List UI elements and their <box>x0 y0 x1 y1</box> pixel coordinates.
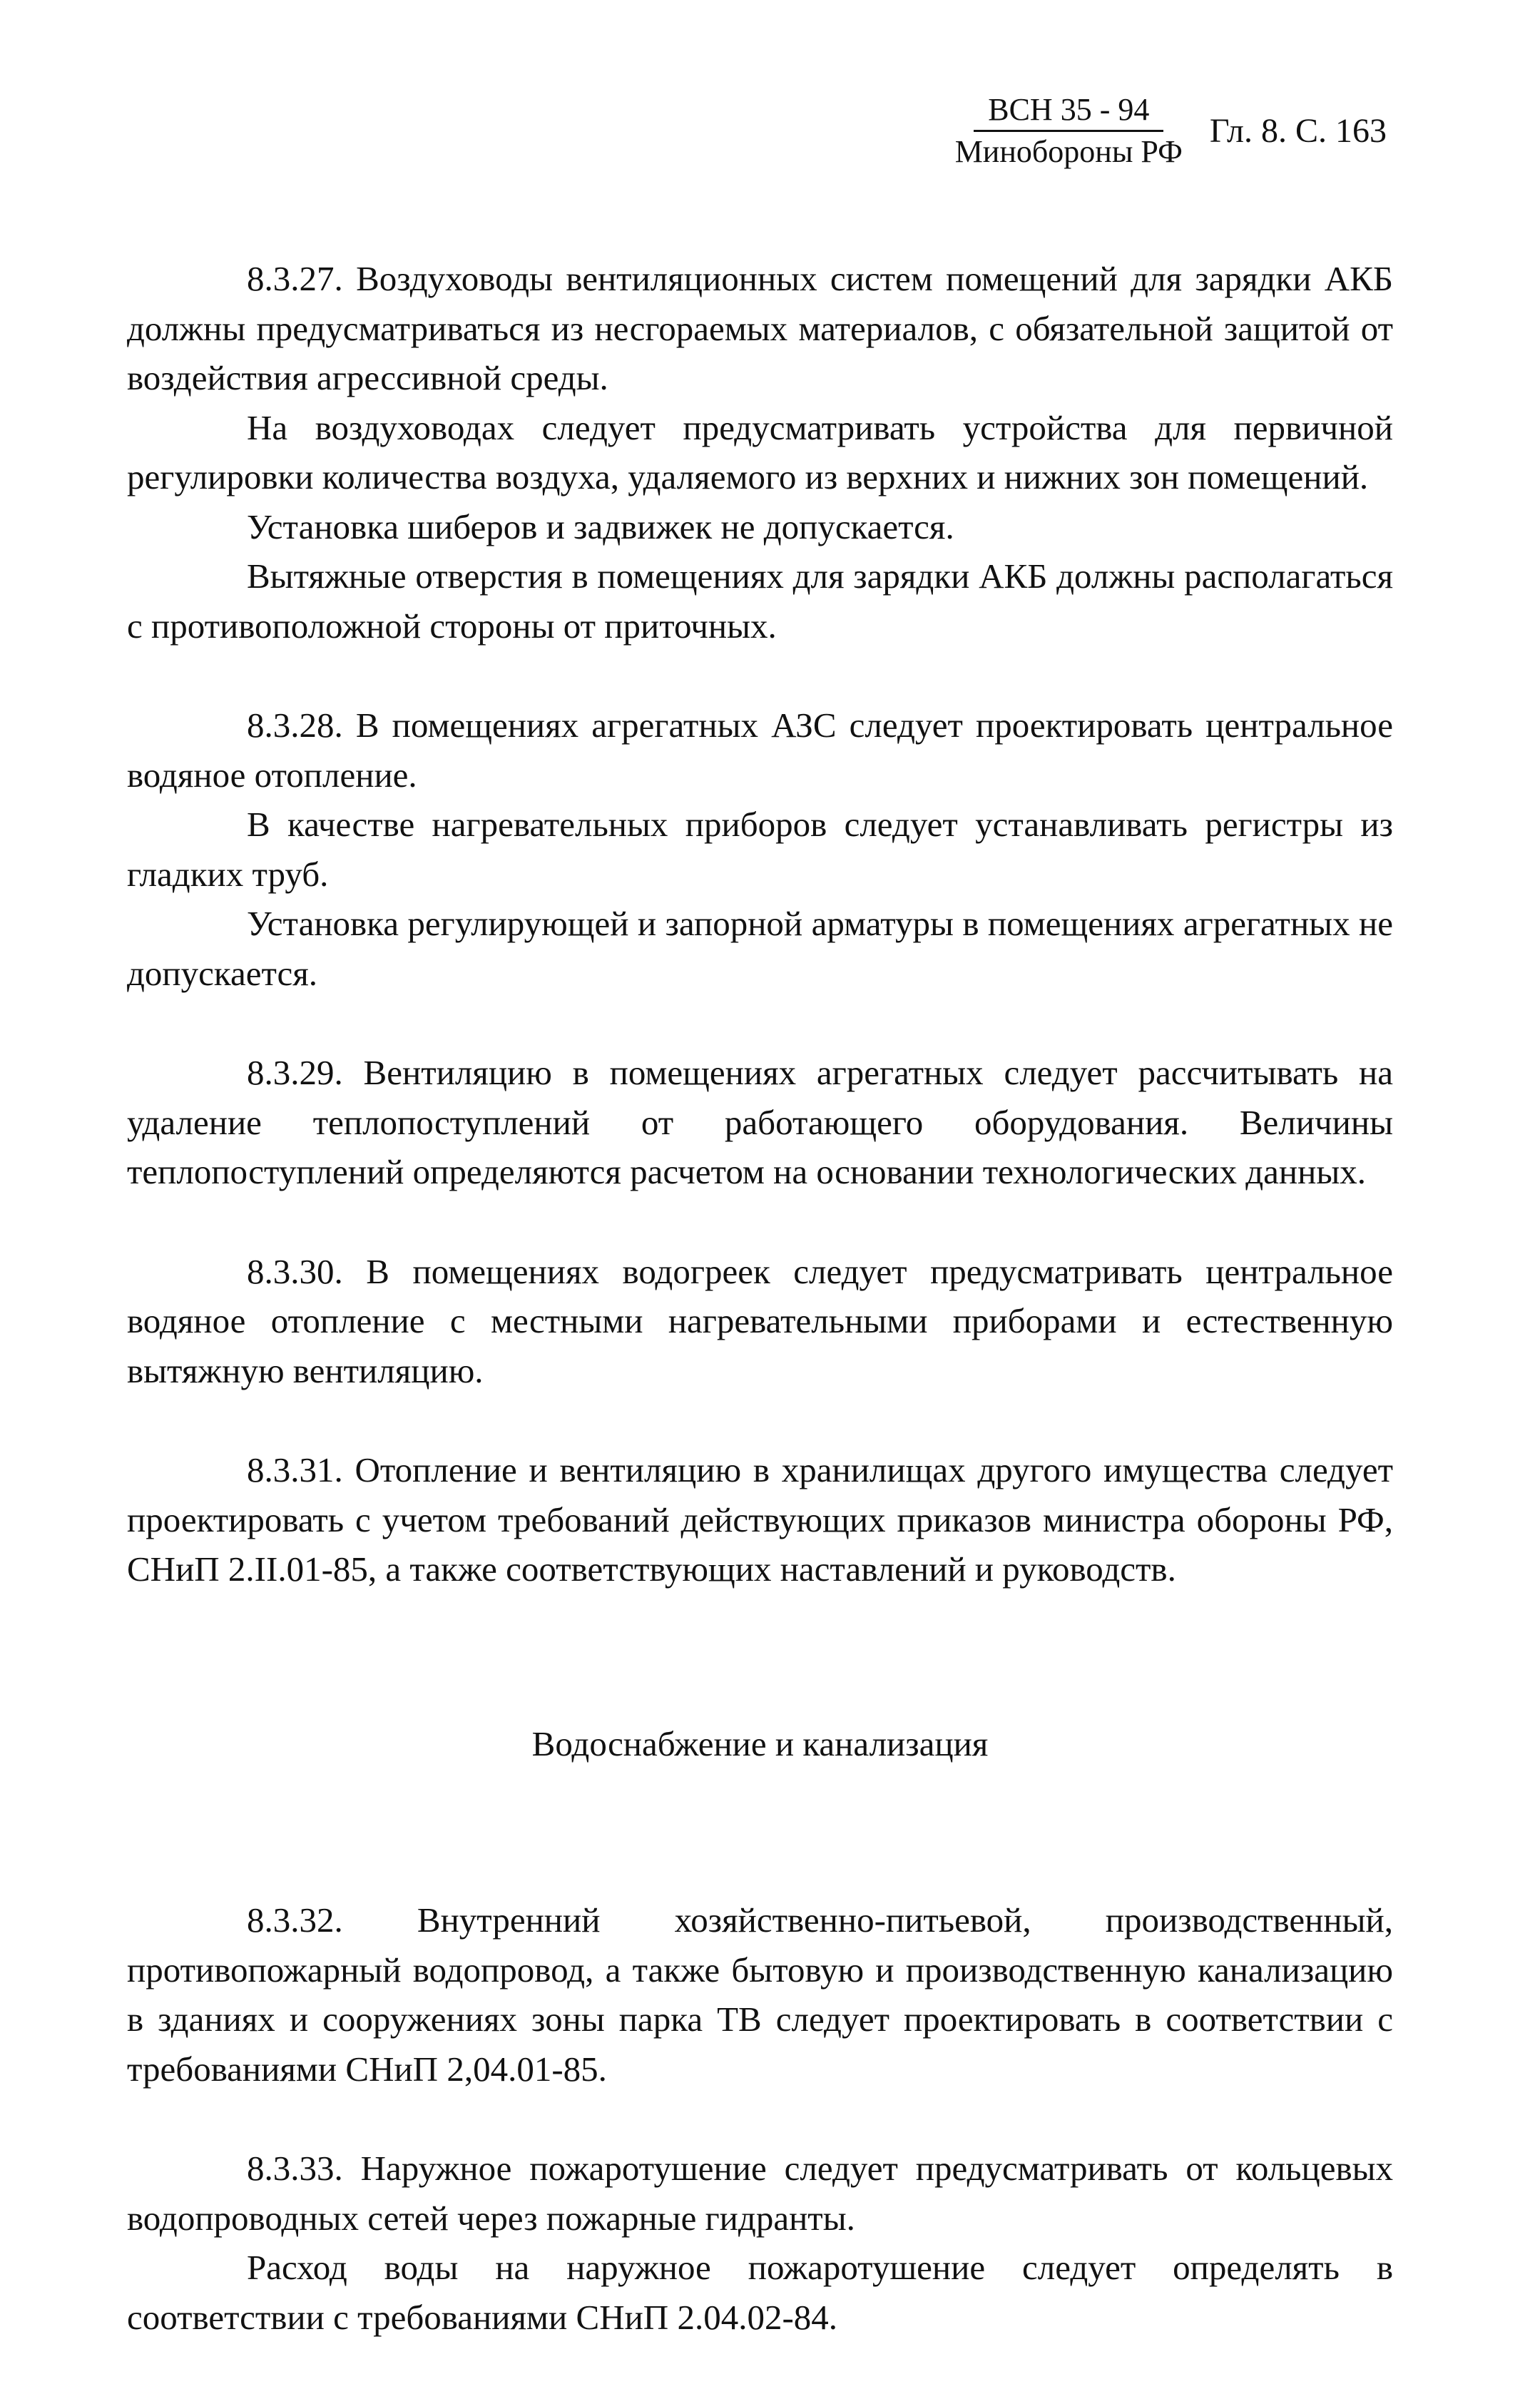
page-reference: Гл. 8. С. 163 <box>1209 112 1387 150</box>
paragraph: В качестве нагревательных приборов следует устанавливать регистры из гладких труб. <box>127 805 1393 894</box>
document-code-number: ВСН 35 - 94 <box>974 91 1163 132</box>
paragraph: 8.3.27. Воздуховоды вентиляционных систем помещений для зарядки АКБ должны предусматриваться из несгораемых материалов, с обязательной защитой от воздействия агрессивной среды. <box>127 259 1393 397</box>
section-heading: Водоснабжение и канализация <box>531 1723 989 1763</box>
section-8-3-30 <box>127 1247 1393 1396</box>
document-code <box>955 91 1183 170</box>
paragraph: На воздуховодах следует предусматривать устройства для первичной регулировки количества воздуха, удаляемого из верхних и нижних зон помещений. <box>127 407 1393 496</box>
paragraph: 8.3.30. В помещениях водогреек следует предусматривать центральное водяное отопление с местными нагревательными приборами и естественную вытяжную вентиляцию. <box>127 1251 1393 1390</box>
paragraph: 8.3.31. Отопление и вентиляцию в хранилищах другого имущества следует проектировать с учетом требований действующих приказов министра обороны РФ, СНиП 2.II.01-85, а также соответствующих наставлений и руководств. <box>127 1450 1393 1589</box>
section-8-3-33 <box>127 2144 1393 2342</box>
paragraph: Расход воды на наружное пожаротушение следует определять в соответствии с требованиями СНиП 2.04.02-84. <box>127 2248 1393 2337</box>
document-body <box>127 254 1393 2342</box>
paragraph: 8.3.32. Внутренний хозяйственно-питьевой, производственный, противопожарный водопровод, а также бытовую и производственную канализацию в зданиях и сооружениях зоны парка ТВ следует проектировать в соответствии с требованиями СНиП 2,04.01-85. <box>127 1900 1393 2089</box>
page-header <box>955 91 1387 170</box>
paragraph: Установка шиберов и задвижек не допускается. <box>247 506 954 546</box>
section-8-3-28 <box>127 701 1393 998</box>
section-8-3-31 <box>127 1445 1393 1594</box>
section-8-3-32 <box>127 1895 1393 2094</box>
document-code-authority: Минобороны РФ <box>954 134 1183 169</box>
paragraph: 8.3.29. Вентиляцию в помещениях агрегатных следует рассчитывать на удаление теплопоступлений от работающего оборудования. Величины теплопоступлений определяются расчетом на основании технологических данных. <box>127 1053 1393 1191</box>
section-8-3-29 <box>127 1048 1393 1197</box>
paragraph: 8.3.28. В помещениях агрегатных АЗС следует проектировать центральное водяное отопление. <box>127 705 1393 795</box>
section-8-3-27 <box>127 254 1393 651</box>
paragraph: Установка регулирующей и запорной арматуры в помещениях агрегатных не допускается. <box>127 904 1393 993</box>
paragraph: Вытяжные отверстия в помещениях для зарядки АКБ должны располагаться с противоположной стороны от приточных. <box>127 556 1393 646</box>
paragraph: 8.3.33. Наружное пожаротушение следует предусматривать от кольцевых водопроводных сетей через пожарные гидранты. <box>127 2149 1393 2238</box>
